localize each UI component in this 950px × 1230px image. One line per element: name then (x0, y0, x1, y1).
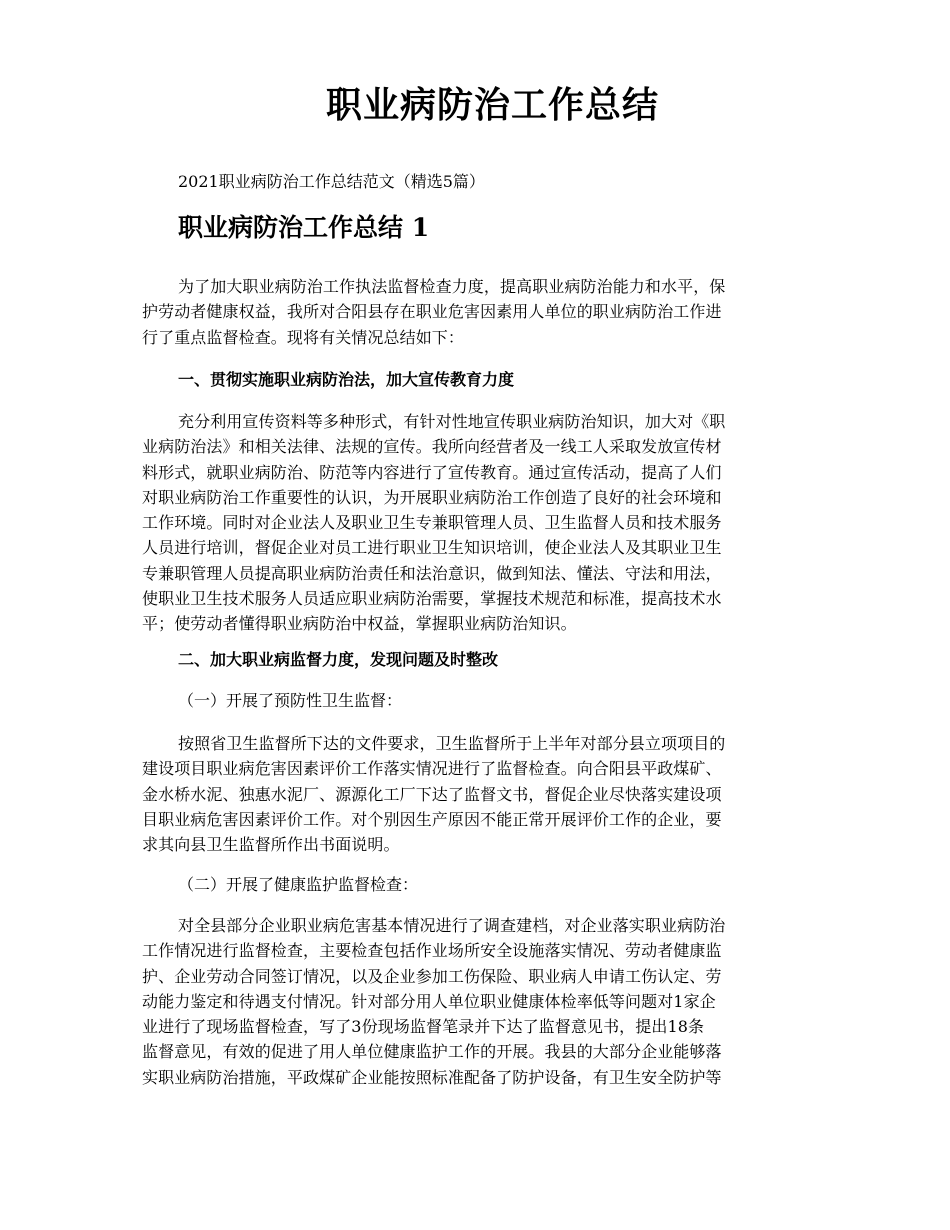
paragraph-line: 使职业卫生技术服务人员适应职业病防治需要，掌握技术规范和标准，提高技术水 (142, 589, 722, 609)
paragraph-line: 目职业病危害因素评价工作。对个别因生产原因不能正常开展评价工作的企业，要 (142, 809, 722, 829)
paragraph-line: 对全县部分企业职业病危害基本情况进行了调查建档，对企业落实职业病防治 (178, 916, 726, 935)
paragraph-line: 充分利用宣传资料等多种形式，有针对性地宣传职业病防治知识，加大对《职 (178, 412, 726, 431)
paragraph-line: 建设项目职业病危害因素评价工作落实情况进行了监督检查。向合阳县平政煤矿、 (142, 759, 722, 779)
document-title: 职业病防治工作总结 (325, 84, 659, 126)
item-one-heading: （一）开展了预防性卫生监督： (178, 691, 403, 710)
section-heading: 职业病防治工作总结 1 (178, 213, 430, 242)
paragraph-line: 金水桥水泥、独惠水泥厂、源源化工厂下达了监督文书，督促企业尽快落实建设项 (142, 784, 722, 804)
paragraph-two (142, 731, 814, 857)
paragraph-line: 行了重点监督检查。现将有关情况总结如下： (142, 327, 465, 347)
paragraph-three (142, 913, 814, 1090)
paragraph-line: 业进行了现场监督检查，写了3份现场监督笔录并下达了监督意见书，提出18条 (142, 1017, 705, 1037)
paragraph-line: 工作环境。同时对企业法人及职业卫生专兼职管理人员、卫生监督人员和技术服务 (142, 513, 722, 533)
item-two-heading: （二）开展了健康监护监督检查： (178, 875, 419, 894)
paragraph-line: 护劳动者健康权益，我所对合阳县存在职业危害因素用人单位的职业病防治工作进 (142, 302, 722, 322)
paragraph-line: 人员进行培训，督促企业对员工进行职业卫生知识培训，使企业法人及其职业卫生 (142, 538, 722, 558)
paragraph-line: 为了加大职业病防治工作执法监督检查力度，提高职业病防治能力和水平，保 (178, 277, 726, 296)
paragraph-line: 工作情况进行监督检查，主要检查包括作业场所安全设施落实情况、劳动者健康监 (142, 941, 722, 961)
heading-two: 二、加大职业病监督力度，发现问题及时整改 (178, 650, 499, 669)
paragraph-line: 平；使劳动者懂得职业病防治中权益，掌握职业病防治知识。 (142, 614, 577, 634)
heading-one: 一、贯彻实施职业病防治法，加大宣传教育力度 (178, 370, 515, 389)
paragraph-line: 动能力鉴定和待遇支付情况。针对部分用人单位职业健康体检率低等问题对1家企 (142, 991, 716, 1011)
intro-paragraph (142, 274, 814, 350)
paragraph-line: 护、企业劳动合同签订情况，以及企业参加工伤保险、职业病人申请工伤认定、劳 (142, 966, 722, 986)
paragraph-line: 监督意见，有效的促进了用人单位健康监护工作的开展。我县的大部分企业能够落 (142, 1042, 722, 1062)
paragraph-line: 求其向县卫生监督所作出书面说明。 (142, 835, 400, 855)
paragraph-line: 实职业病防治措施，平政煤矿企业能按照标准配备了防护设备，有卫生安全防护等 (142, 1067, 722, 1087)
document-subtitle: 2021职业病防治工作总结范文（精选5篇） (178, 172, 485, 191)
paragraph-line: 专兼职管理人员提高职业病防治责任和法治意识，做到知法、懂法、守法和用法， (142, 563, 722, 583)
paragraph-line: 料形式，就职业病防治、防范等内容进行了宣传教育。通过宣传活动，提高了人们 (142, 462, 722, 482)
paragraph-line: 按照省卫生监督所下达的文件要求，卫生监督所于上半年对部分县立项项目的 (178, 734, 726, 753)
paragraph-one (142, 409, 814, 637)
paragraph-line: 业病防治法》和相关法律、法规的宣传。我所向经营者及一线工人采取发放宣传材 (142, 437, 722, 457)
paragraph-line: 对职业病防治工作重要性的认识，为开展职业病防治工作创造了良好的社会环境和 (142, 487, 722, 507)
